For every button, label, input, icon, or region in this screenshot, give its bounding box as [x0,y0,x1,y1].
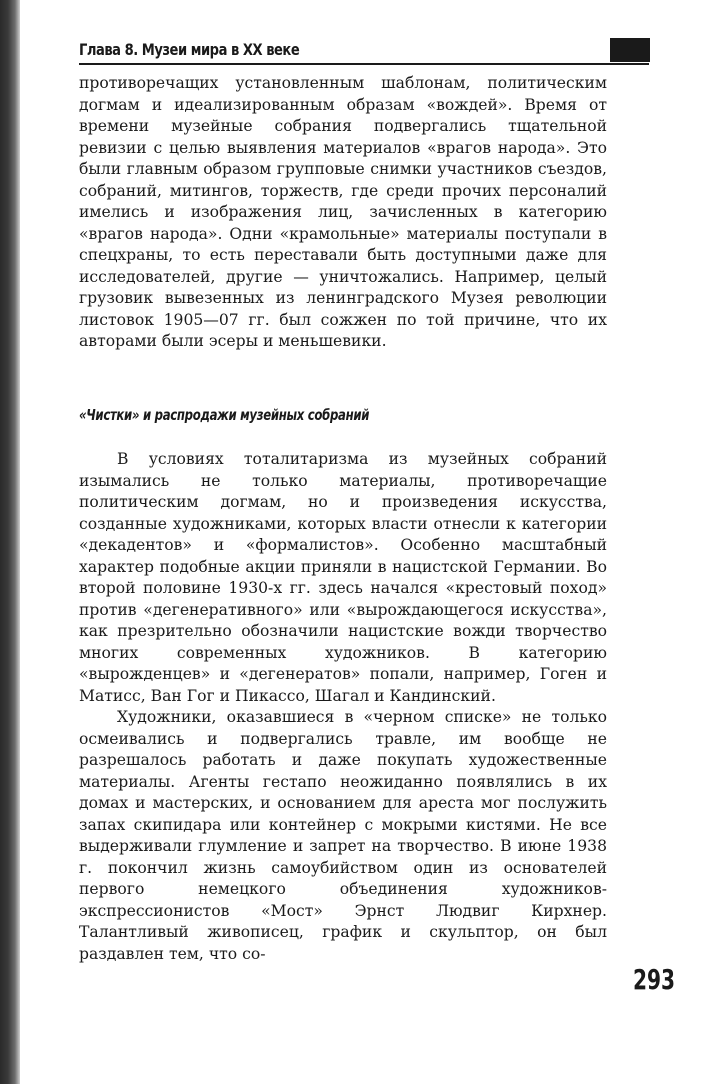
body-text-top [79,73,607,353]
body-text-bottom [79,449,607,965]
running-title: Глава 8. Музеи мира в XX веке [79,40,300,59]
running-head [79,36,649,66]
book-spine-shadow [0,0,20,1084]
chapter-tab-marker [610,38,650,62]
section-heading: «Чистки» и распродажи музейных собраний [79,406,370,424]
header-rule [79,63,649,65]
page-number: 293 [633,963,676,996]
paragraph: В условиях тоталитаризма из музейных собраний изымались не только материалы, противоречащие политическим догмам, но и произведения искусства, созданные художниками, которых власти отнесли к категории «декадентов» и «формалистов». Особенно масштабный характер подобные акции приняли в нацистской Германии. Во второй половине 1930-х гг. здесь начался «крестовый поход» против «дегенеративного» или «вырождающегося искусства», как презрительно обозначили нацистские вожди творчество многих современных художников. В категорию «вырожденцев» и «дегенератов» попали, например, Гоген и Матисс, Ван Гог и Пикассо, Шагал и Кандинский. [79,450,607,705]
paragraph-continued: противоречащих установленным шаблонам, политическим догмам и идеализированным образам «вождей». Время от времени музейные собрания подвергались тщательной ревизии с целью выявления материалов «врагов народа». Это были главным образом групповые снимки участников съездов, собраний, митингов, торжеств, где среди прочих персоналий имелись и изображения лиц, зачисленных в категорию «врагов народа». Одни «крамольные» материалы поступали в спецхраны, то есть переставали быть доступными даже для исследователей, другие — уничтожались. Например, целый грузовик вывезенных из ленинградского Музея революции листовок 1905—07 гг. был сожжен по той причине, что их авторами были эсеры и меньшевики. [79,74,607,350]
paragraph: Художники, оказавшиеся в «черном списке» не только осмеивались и подвергались травле, им вообще не разрешалось работать и даже покупать художественные материалы. Агенты гестапо неожиданно появлялись в их домах и мастерских, и основанием для ареста мог послужить запах скипидара или контейнер с мокрыми кистями. Не все выдерживали глумление и запрет на творчество. В июне 1938 г. покончил жизнь самоубийством один из основателей первого немецкого объединения художников-экспрессионистов «Мост» Эрнст Людвиг Кирхнер. Талантливый живописец, график и скульптор, он был раздавлен тем, что со- [79,708,607,963]
